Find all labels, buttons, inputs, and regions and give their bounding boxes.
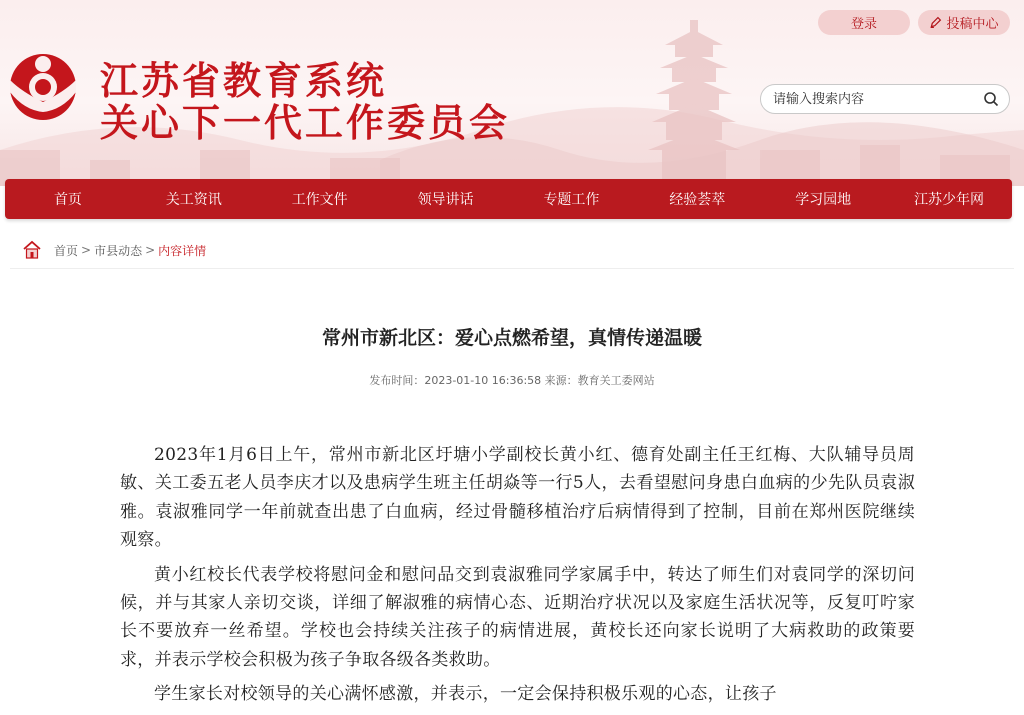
- site-title-line1: 江苏省教育系统: [100, 58, 388, 103]
- nav-item-home[interactable]: 首页: [53, 192, 82, 208]
- article-meta: 发布时间：2023-01-10 16:36:58 来源：教育关工委网站: [369, 374, 655, 387]
- nav-item-experience[interactable]: 经验荟萃: [669, 192, 726, 208]
- breadcrumb-section[interactable]: 市县动态: [94, 243, 143, 258]
- site-title-line2: 关心下一代工作委员会: [100, 100, 511, 145]
- search-box: [760, 84, 1010, 114]
- submission-center-button[interactable]: [918, 10, 1010, 35]
- search-input[interactable]: [773, 92, 983, 107]
- site-header: [0, 0, 1024, 186]
- nav-item-special-topics[interactable]: 专题工作: [543, 192, 600, 208]
- nav-item-news[interactable]: 关工资讯: [165, 192, 222, 208]
- nav-item-documents[interactable]: 工作文件: [291, 192, 348, 208]
- breadcrumb-separator: >: [81, 243, 92, 257]
- search-icon[interactable]: [983, 91, 999, 107]
- article-paragraph: 黄小红校长代表学校将慰问金和慰问品交到袁淑雅同学家属手中，转达了师生们对袁同学的深切问候，并与其家人亲切交谈，详细了解淑雅的病情心态、近期治疗状况以及家庭生活状况等，反复叮咛家长不要放弃一丝希望。学校也会持续关注孩子的病情进展，黄校长还向家长说明了大病救助的政策要求，并表示学校会积极为孩子争取各级各类救助。: [120, 564, 915, 670]
- breadcrumb-home[interactable]: 首页: [54, 243, 79, 258]
- pen-icon: [929, 16, 942, 29]
- article-title: 常州市新北区：爱心点燃希望，真情传递温暖: [321, 327, 702, 349]
- article-body: [120, 441, 915, 715]
- submission-center-label: 投稿中心: [946, 17, 999, 32]
- breadcrumb: [22, 240, 206, 260]
- breadcrumb-current: 内容详情: [158, 243, 207, 258]
- main-nav: [5, 179, 1012, 219]
- home-icon: [22, 240, 42, 260]
- login-button[interactable]: [818, 10, 910, 35]
- article-paragraph: 学生家长对校领导的关心满怀感激，并表示，一定会保持积极乐观的心态，让孩子: [154, 684, 777, 705]
- login-label: 登录: [850, 17, 877, 32]
- nav-item-jiangsu-youth[interactable]: 江苏少年网: [914, 192, 985, 208]
- nav-item-leader-speeches[interactable]: 领导讲话: [417, 192, 474, 208]
- breadcrumb-separator: >: [145, 243, 156, 257]
- nav-item-learning[interactable]: 学习园地: [795, 192, 852, 208]
- site-logo: [2, 52, 84, 122]
- article-paragraph: 2023年1月6日上午，常州市新北区圩塘小学副校长黄小红、德育处副主任王红梅、大队辅导员周敏、关工委五老人员李庆才以及患病学生班主任胡焱等一行5人，去看望慰问身患白血病的少先队员袁淑雅。袁淑雅同学一年前就查出患了白血病，经过骨髓移植治疗后病情得到了控制，目前在郑州医院继续观察。: [120, 445, 915, 551]
